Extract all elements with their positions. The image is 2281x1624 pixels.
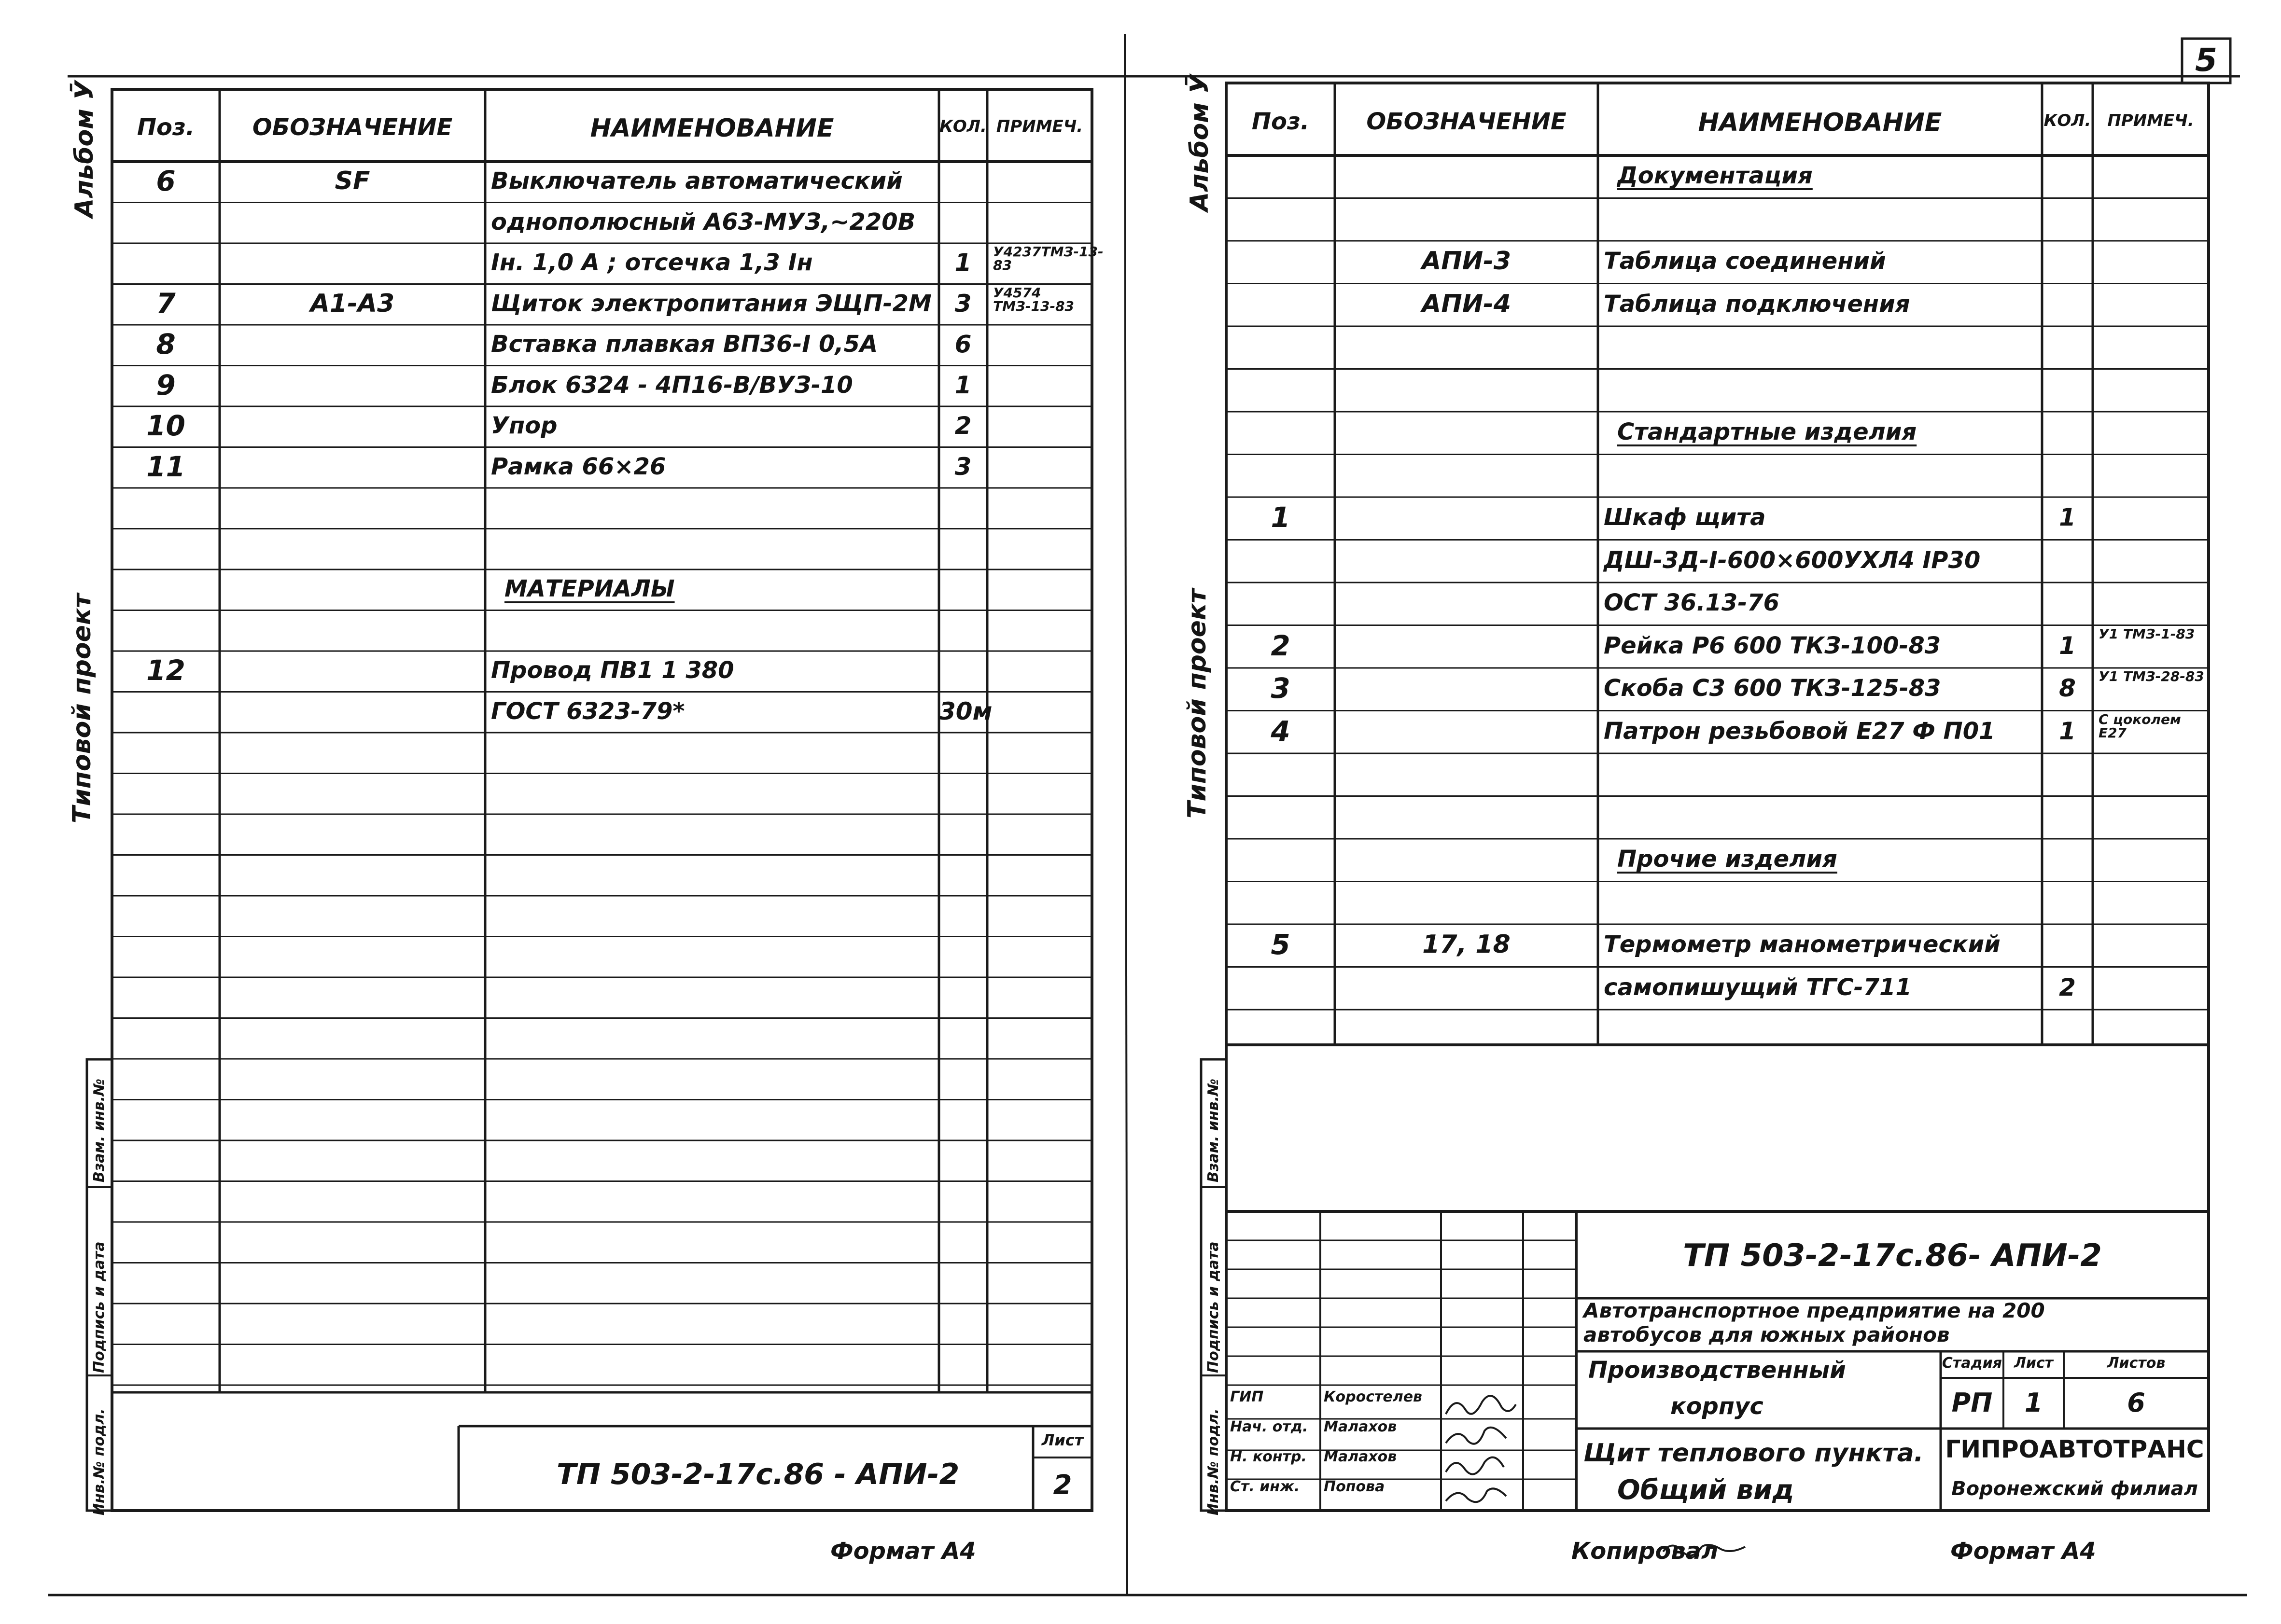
name-cell: самопишущий ТГС-711 xyxy=(1604,973,1912,1001)
pos-cell: 5 xyxy=(1271,928,1290,961)
note-cell: С цоколем Е27 xyxy=(2099,711,2181,741)
header-note: ПРИМЕЧ. xyxy=(996,117,1083,136)
name-cell: Прочие изделия xyxy=(1617,846,1837,873)
album-label: Альбом Ӯ xyxy=(70,81,99,218)
tb-sheet-label: Лист xyxy=(2014,1355,2054,1372)
name-cell: Стандартные изделия xyxy=(1617,418,1917,446)
name-cell: Выключатель автоматический xyxy=(491,167,903,195)
tb-person-name: Попова xyxy=(1324,1478,1385,1495)
tb-role: Ст. инж. xyxy=(1230,1478,1300,1495)
pos-cell: 9 xyxy=(156,368,176,402)
note-cell: У4237ТМЗ-13-83 xyxy=(993,244,1104,273)
project-label: Типовой проект xyxy=(68,593,97,823)
pos-cell: 4 xyxy=(1271,714,1290,748)
name-cell: Таблица подключения xyxy=(1604,290,1910,318)
header-pos: Поз. xyxy=(137,114,195,141)
name-cell: однополюсный А63-МУЗ,~220В xyxy=(491,208,916,236)
pos-cell: 10 xyxy=(146,409,185,443)
qty-cell: 30м xyxy=(939,697,993,725)
tb-role: Н. контр. xyxy=(1230,1448,1307,1465)
left-sheet-label: Лист xyxy=(1041,1431,1084,1449)
note-cell: У1 ТМЗ-1-83 xyxy=(2099,625,2195,642)
pos-cell: 7 xyxy=(156,287,176,320)
header-qty: КОЛ. xyxy=(939,117,987,136)
tb-sheets: 6 xyxy=(2127,1388,2145,1418)
stamp-sign: Подпись и дата xyxy=(91,1241,108,1373)
header-code-right: ОБОЗНАЧЕНИЕ xyxy=(1366,108,1567,135)
qty-cell: 3 xyxy=(954,289,972,318)
name-cell: Термометр манометрический xyxy=(1604,931,2001,958)
tb-stage: РП xyxy=(1951,1388,1993,1418)
name-cell: Документация xyxy=(1617,162,1813,190)
name-cell: ДШ-3Д-I-600×600УХЛ4 IP30 xyxy=(1604,546,1981,574)
tb-building-1: Производственный xyxy=(1588,1357,1846,1384)
stamp-vzam-right: Взам. инв.№ xyxy=(1205,1078,1222,1182)
header-name-right: НАИМЕНОВАНИЕ xyxy=(1698,108,1942,137)
qty-cell: 2 xyxy=(954,412,972,440)
tb-drawing-1: Щит теплового пункта. xyxy=(1583,1439,1924,1468)
page-number: 5 xyxy=(2195,42,2217,79)
tb-org-1: ГИПРОАВТОТРАНС xyxy=(1945,1435,2204,1463)
name-cell: Вставка плавкая ВП36-I 0,5А xyxy=(491,331,878,358)
qty-cell: 1 xyxy=(954,371,972,399)
tb-sheet: 1 xyxy=(2024,1388,2043,1418)
name-cell: Iн. 1,0 А ; отсечка 1,3 Iн xyxy=(491,249,813,277)
album-label-right: Альбом Ӯ xyxy=(1185,74,1214,211)
tb-person-name: Малахов xyxy=(1324,1448,1397,1465)
name-cell: Скоба С3 600 ТКЗ-125-83 xyxy=(1604,675,1941,702)
header-pos-right: Поз. xyxy=(1251,108,1310,135)
code-cell: АПИ-3 xyxy=(1421,247,1511,276)
stamp-inv-right: Инв.№ подл. xyxy=(1205,1408,1222,1515)
qty-cell: 1 xyxy=(2059,717,2076,745)
stamp-inv: Инв.№ подл. xyxy=(91,1408,108,1515)
left-sheet-number: 2 xyxy=(1053,1470,1072,1501)
qty-cell: 3 xyxy=(954,452,972,481)
note-cell: У4574 ТМЗ-13-83 xyxy=(993,284,1075,314)
qty-cell: 2 xyxy=(2059,973,2076,1001)
project-label-right: Типовой проект xyxy=(1183,588,1212,819)
pos-cell: 1 xyxy=(1271,501,1290,534)
qty-cell: 8 xyxy=(2059,674,2076,703)
name-cell: Упор xyxy=(491,412,558,440)
name-cell: Патрон резьбовой Е27 Ф П01 xyxy=(1604,717,1995,745)
qty-cell: 1 xyxy=(954,249,972,277)
header-note-right: ПРИМЕЧ. xyxy=(2107,111,2194,130)
tb-doc-code: ТП 503-2-17с.86- АПИ-2 xyxy=(1683,1238,2102,1274)
name-cell: Щиток электропитания ЭЩП-2М xyxy=(491,290,932,317)
pos-cell: 12 xyxy=(146,654,185,687)
name-cell: ОСТ 36.13-76 xyxy=(1604,589,1780,617)
stamp-vzam: Взам. инв.№ xyxy=(91,1078,108,1182)
copied-by: Копировал xyxy=(1571,1538,1719,1565)
pos-cell: 11 xyxy=(146,450,185,483)
header-name: НАИМЕНОВАНИЕ xyxy=(590,114,834,143)
tb-org-2: Воронежский филиал xyxy=(1951,1478,2198,1500)
name-cell: Шкаф щита xyxy=(1604,504,1766,531)
tb-sheets-label: Листов xyxy=(2107,1355,2166,1372)
pos-cell: 8 xyxy=(156,328,176,361)
note-cell: У1 ТМЗ-28-83 xyxy=(2099,668,2204,684)
name-cell: Рейка Р6 600 ТКЗ-100-83 xyxy=(1604,632,1941,659)
tb-enterprise-1: Автотранспортное предприятие на 200 xyxy=(1583,1299,2045,1322)
tb-person-name: Коростелев xyxy=(1324,1388,1423,1405)
code-cell: SF xyxy=(335,167,370,196)
left-doc-code: ТП 503-2-17с.86 - АПИ-2 xyxy=(556,1457,960,1491)
tb-enterprise-2: автобусов для южных районов xyxy=(1583,1323,1950,1346)
tb-role: ГИП xyxy=(1230,1388,1264,1405)
left-format: Формат А4 xyxy=(830,1538,976,1565)
name-cell: МАТЕРИАЛЫ xyxy=(504,575,675,603)
tb-building-2: корпус xyxy=(1670,1393,1763,1420)
code-cell: 17, 18 xyxy=(1422,930,1511,959)
name-cell: Провод ПВ1 1 380 xyxy=(491,657,734,684)
tb-person-name: Малахов xyxy=(1324,1418,1397,1435)
pos-cell: 2 xyxy=(1271,629,1290,662)
pos-cell: 3 xyxy=(1271,672,1290,705)
code-cell: АПИ-4 xyxy=(1421,289,1511,319)
right-format: Формат А4 xyxy=(1950,1538,2096,1565)
tb-drawing-2: Общий вид xyxy=(1617,1474,1794,1506)
tb-stage-label: Стадия xyxy=(1942,1355,2002,1372)
stamp-sign-right: Подпись и дата xyxy=(1205,1241,1222,1373)
qty-cell: 1 xyxy=(2059,503,2076,532)
qty-cell: 6 xyxy=(954,330,972,359)
name-cell: Таблица соединений xyxy=(1604,248,1886,275)
tb-role: Нач. отд. xyxy=(1230,1418,1308,1435)
name-cell: ГОСТ 6323-79* xyxy=(491,697,685,725)
name-cell: Блок 6324 - 4П16-В/ВУЗ-10 xyxy=(491,371,853,399)
header-qty-right: КОЛ. xyxy=(2043,111,2091,130)
name-cell: Рамка 66×26 xyxy=(491,453,666,480)
pos-cell: 6 xyxy=(156,165,176,198)
header-code: ОБОЗНАЧЕНИЕ xyxy=(252,114,453,141)
code-cell: А1-А3 xyxy=(310,289,395,318)
qty-cell: 1 xyxy=(2059,631,2076,660)
